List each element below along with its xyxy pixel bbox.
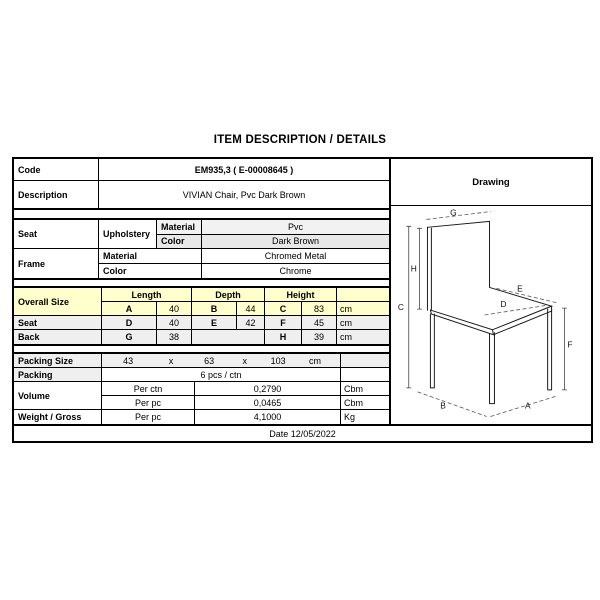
dim-unit-back: cm [337,330,389,344]
date-row [14,424,591,441]
spacer-row [14,210,389,220]
packing-block [14,354,389,424]
dim-label-g: G [450,207,457,218]
frame-label: Frame [14,249,99,278]
seat-label: Seat [14,220,99,249]
dashed-dimension-lines [418,212,559,417]
dim-val-c: 83 [302,302,337,316]
code-label: Code [14,159,99,180]
dim-label-d: D [500,299,507,310]
date-value: Date 12/05/2022 [269,428,336,439]
dim-key-g: G [102,330,157,344]
packing-size-x2: x [242,355,248,366]
packing-size-x1: x [168,355,174,366]
dim-label-f: F [567,339,573,350]
dim-label-a: A [524,400,531,411]
seat-color-label: Color [157,235,202,250]
seat-material-label: Material [157,220,202,235]
weight-value: 4,1000 [195,410,341,424]
packing-value: 6 pcs / ctn [102,368,341,382]
dim-val-a: 40 [157,302,192,316]
dim-val-h: 39 [302,330,337,344]
packing-size-trailing [341,354,389,368]
chair-drawing [391,206,591,424]
spacer-row [14,346,389,354]
height-header: Height [265,288,337,302]
code-value: EM935,3 ( E-00008645 ) [194,164,294,175]
volume-label: Volume [14,382,102,410]
spacer-row [14,280,389,288]
volume-per-pc-label: Per pc [102,396,195,410]
drawing-panel [391,159,591,424]
dim-val-f: 45 [302,316,337,330]
dim-val-b: 44 [237,302,265,316]
frame-material-value: Chromed Metal [202,249,389,264]
dim-val-g: 38 [157,330,192,344]
header-trailing-cell [337,288,389,302]
dim-key-a: A [102,302,157,316]
back-empty-cell [192,330,265,344]
weight-unit: Kg [344,412,356,422]
dim-key-d: D [102,316,157,330]
depth-header: Depth [192,288,265,302]
dim-key-h: H [265,330,302,344]
spec-sheet [12,157,593,443]
volume-per-ctn-unit: Cbm [341,382,389,396]
frame-color-value: Chrome [279,265,312,276]
chair-outline [427,221,551,403]
packing-size-d: 63 [204,355,215,366]
volume-per-ctn-value: 0,2790 [195,382,341,396]
packing-trailing [341,368,389,382]
dim-val-e: 42 [237,316,265,330]
dim-key-f: F [265,316,302,330]
frame-material-label: Material [99,249,202,264]
packing-size-unit: cm [308,355,321,366]
weight-label: Weight / Gross [14,410,102,424]
dim-key-e: E [192,316,237,330]
volume-per-pc-value: 0,0465 [195,396,341,410]
drawing-canvas [391,206,591,424]
dimension-labels [398,207,573,410]
packing-size-l: 43 [123,355,134,366]
description-label: Description [14,181,99,208]
page-title: ITEM DESCRIPTION / DETAILS [213,134,387,146]
dim-key-c: C [265,302,302,316]
packing-size-h: 103 [270,355,286,366]
overall-size-label: Overall Size [14,288,102,316]
sheet-content [14,159,591,424]
back-size-label: Back [14,330,102,344]
code-row [14,159,389,181]
materials-block [14,220,389,280]
volume-per-ctn-label: Per ctn [102,382,195,396]
dim-unit-overall: cm [337,302,389,316]
packing-size-label: Packing Size [14,354,102,368]
dim-label-h: H [410,263,417,274]
frame-color-label: Color [99,264,202,279]
upholstery-label: Upholstery [99,220,157,249]
dimensions-block [14,288,389,346]
description-row [14,181,389,210]
dim-label-b: B [440,400,446,411]
drawing-header: Drawing [391,159,591,206]
seat-material-value: Pvc [202,220,389,235]
weight-per-label: Per pc [102,410,195,424]
packing-label: Packing [14,368,102,382]
dim-val-d: 40 [157,316,192,330]
dim-label-e: E [517,283,523,294]
seat-size-label: Seat [14,316,102,330]
dim-key-b: B [192,302,237,316]
dim-unit-seat: cm [337,316,389,330]
dim-label-c: C [397,302,404,313]
volume-per-pc-unit: Cbm [341,396,389,410]
length-header: Length [102,288,192,302]
details-table [14,159,391,424]
packing-size-values [102,354,341,368]
description-value: VIVIAN Chair, Pvc Dark Brown [182,189,306,200]
seat-color-value: Dark Brown [202,235,389,250]
